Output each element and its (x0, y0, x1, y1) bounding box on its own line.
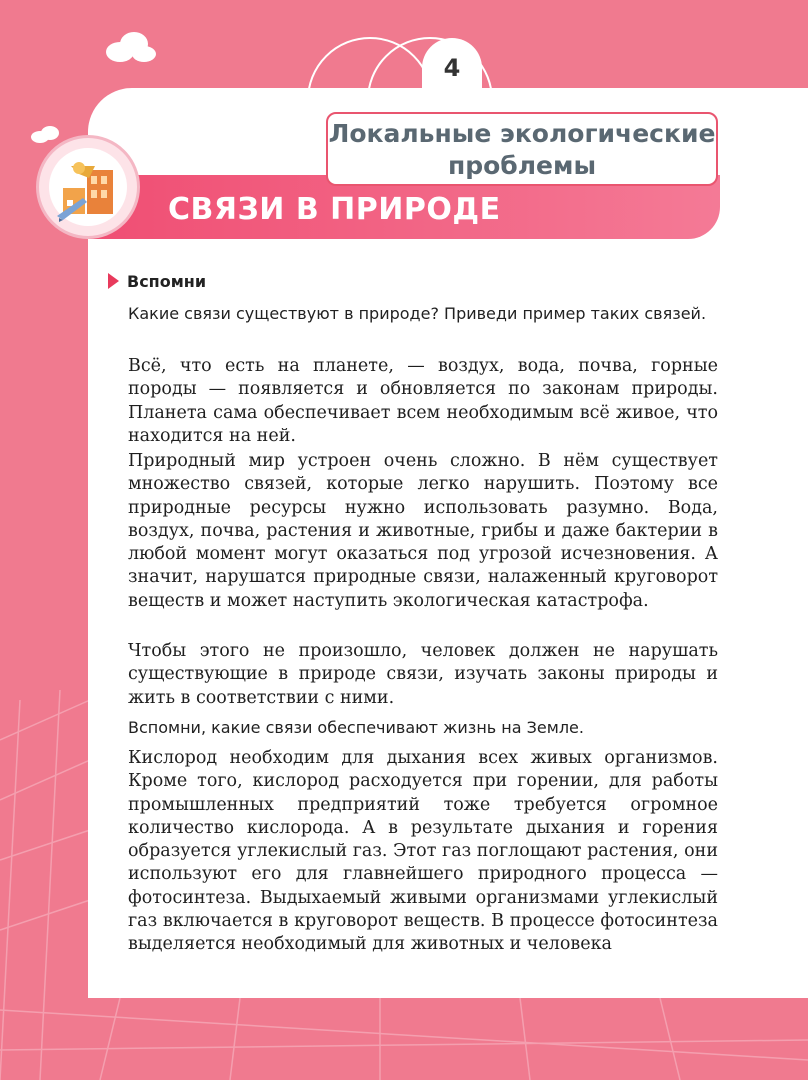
remember-prompt: Вспомни, какие связи обеспечивают жизнь на Земле. (128, 718, 584, 737)
cloud-icon (100, 30, 160, 64)
remember-question: Какие связи существуют в природе? Приведи пример таких связей. (128, 304, 707, 323)
paragraph-1-text: Всё, что есть на планете, — воздух, вода, почва, горные породы — появляется и обновляется по законам природы. Планета сама обеспечивает всем необходимым всё живое, что находится на ней. (128, 356, 718, 446)
factory-illustration-icon (49, 148, 127, 226)
page-number: 4 (422, 38, 482, 98)
paragraph-2-text: Природный мир устроен очень сложно. В нём существует множество связей, которые легко нарушить. Поэтому все природные ресурсы нужно использовать разумно. Вода, воздух, почва, растения и животные, грибы и даже бактерии в любой момент могут оказаться под угрозой исчезновения. А значит, нарушатся природные связи, налаженный круговорот веществ и может наступить экологическая катастрофа. (128, 451, 718, 611)
badge-inner (49, 148, 127, 226)
topic-line-1: Локальные экологические (328, 119, 716, 148)
triangle-marker-icon (108, 273, 119, 289)
topic-line-2: проблемы (447, 151, 597, 180)
remember-heading-text: Вспомни (127, 272, 207, 291)
remember-heading (108, 270, 206, 294)
section-badge (36, 135, 140, 239)
topic-box (326, 112, 718, 186)
paragraph-oxygen-text: Кислород необходим для дыхания всех живых организмов. Кроме того, кислород расходуется при горении, для работы промышленных предприятий тоже требуется огромное количество кислорода. А в результате дыхания и горения образуется углекислый газ. Этот газ поглощают растения, они используют его для главнейшего природного процесса — фотосинтеза. Выдыхаемый живыми организмами углекислый газ включается в круговорот веществ. В процессе фотосинтеза выделяется необходимый для животных и человека (128, 748, 718, 955)
cloud-icon (28, 124, 62, 144)
paragraph-3 (128, 640, 718, 710)
section-title: СВЯЗИ В ПРИРОДЕ (168, 192, 501, 227)
paragraph-1 (128, 355, 718, 448)
paragraph-2 (128, 450, 718, 613)
paragraph-oxygen (128, 747, 718, 957)
paragraph-3-text: Чтобы этого не произошло, человек должен не нарушать существующие в природе связи, изучать законы природы и жить в соответствии с ними. (128, 641, 718, 708)
